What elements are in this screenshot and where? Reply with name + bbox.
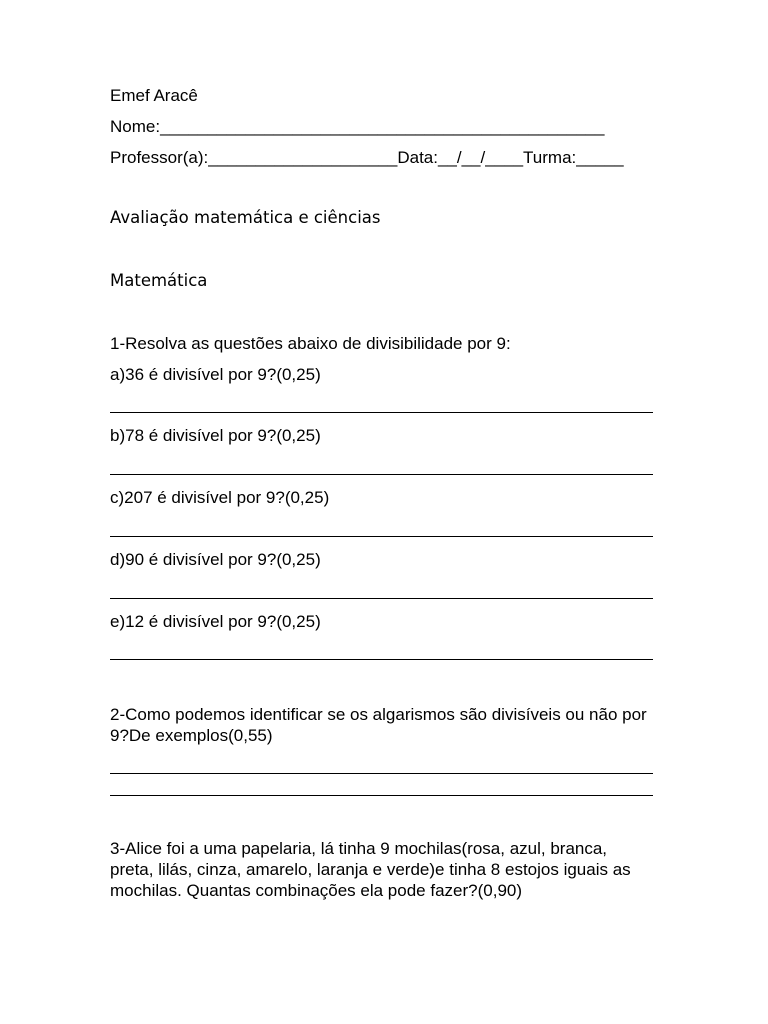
answer-line: [110, 412, 653, 413]
document-title: Avaliação matemática e ciências: [110, 208, 381, 227]
answer-line: [110, 773, 653, 774]
teacher-date-class-line: Professor(a):____________________Data:__/__/____Turma:_____: [110, 148, 624, 167]
section-heading: Matemática: [110, 271, 208, 290]
answer-line: [110, 536, 653, 537]
answer-line: [110, 795, 653, 796]
name-field-line: Nome:_______________________________________________: [110, 117, 605, 136]
answer-line: [110, 598, 653, 599]
question-1c: c)207 é divisível por 9?(0,25): [110, 488, 330, 507]
question-2-prompt: 2-Como podemos identificar se os algarismos são divisíveis ou não por 9?De exemplos(0,55): [110, 705, 647, 745]
question-1a: a)36 é divisível por 9?(0,25): [110, 365, 321, 384]
question-1-prompt: 1-Resolva as questões abaixo de divisibilidade por 9:: [110, 334, 511, 353]
answer-line: [110, 659, 653, 660]
answer-line: [110, 474, 653, 475]
question-1d: d)90 é divisível por 9?(0,25): [110, 550, 321, 569]
question-1e: e)12 é divisível por 9?(0,25): [110, 612, 321, 631]
question-3-prompt: 3-Alice foi a uma papelaria, lá tinha 9 mochilas(rosa, azul, branca, preta, lilás, cinza, amarelo, laranja e verde)e tinha 8 estojos iguais as mochilas. Quantas combinações ela pode fazer?(0,90): [110, 839, 631, 900]
question-1b: b)78 é divisível por 9?(0,25): [110, 426, 321, 445]
school-name: Emef Aracê: [110, 86, 198, 105]
